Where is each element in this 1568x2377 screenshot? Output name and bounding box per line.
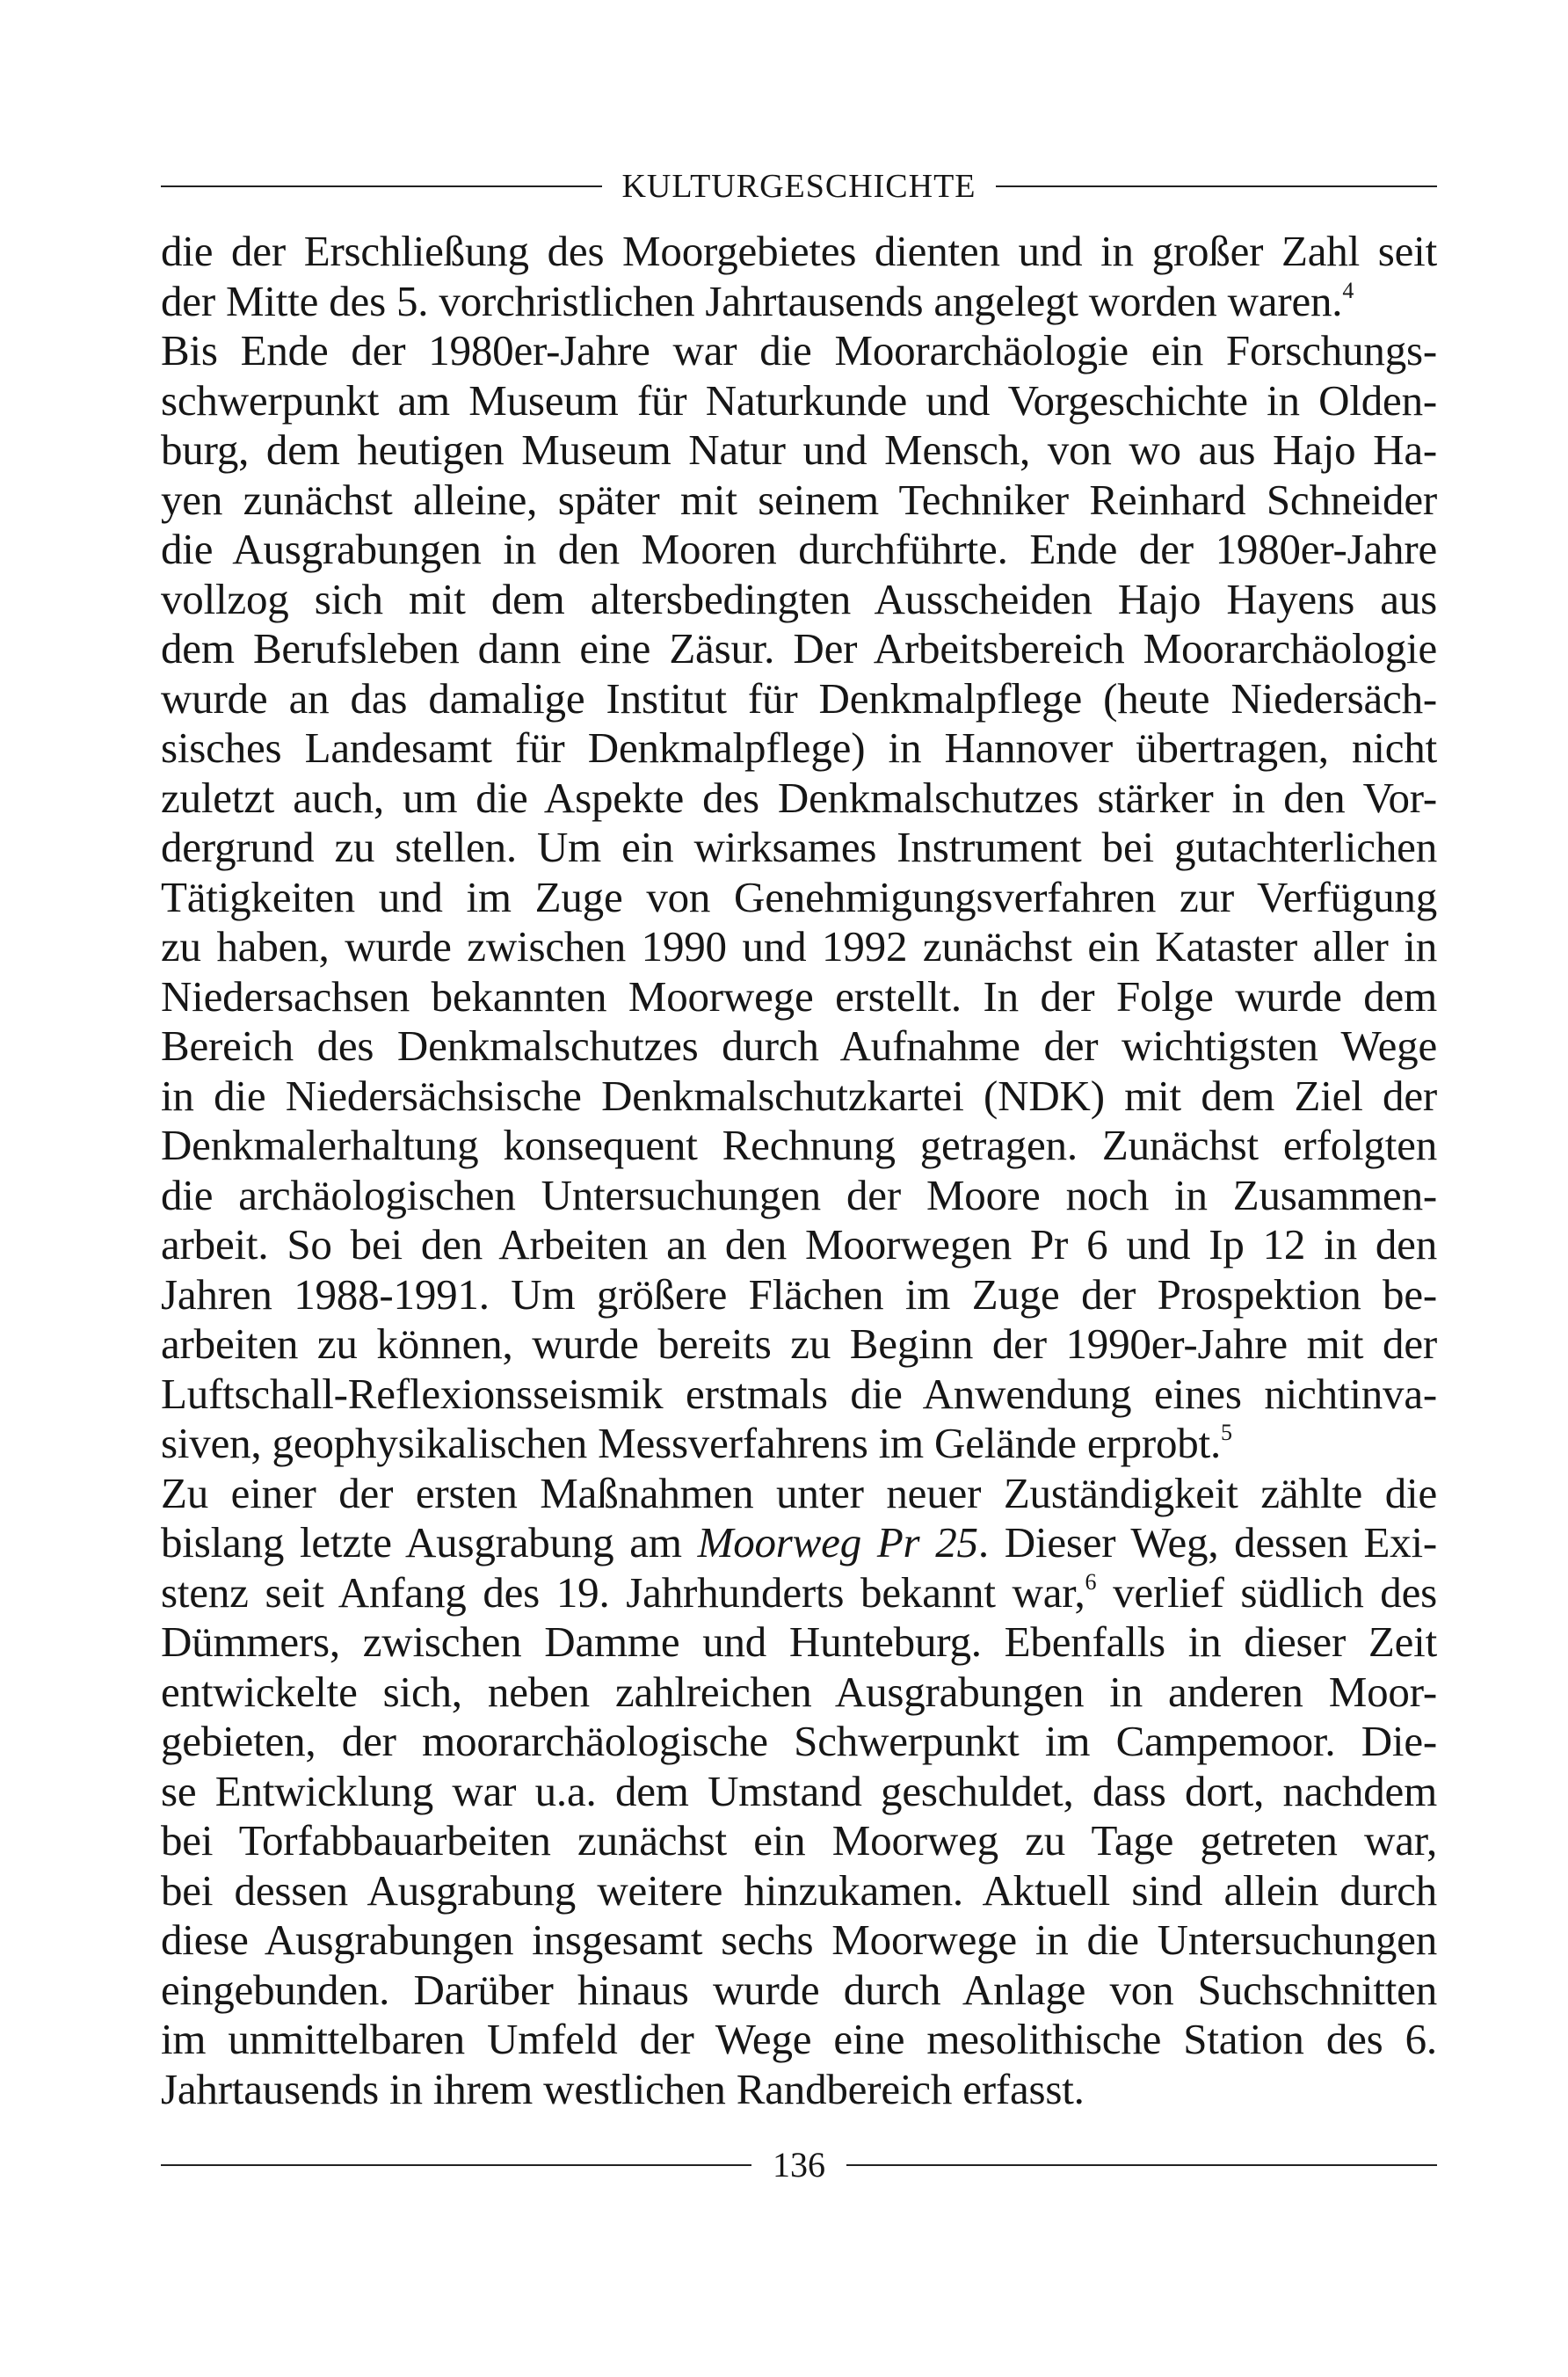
text-line bbox=[161, 674, 1437, 724]
text-line bbox=[161, 1568, 1437, 1618]
line-text: Zu einer der ersten Maßnahmen unter neuer Zuständigkeit zählte die bbox=[161, 1468, 1437, 1517]
line-text: eingebunden. Darüber hinaus wurde durch Anlage von Suchschnitten bbox=[161, 1965, 1437, 2014]
footnote-marker[interactable]: 5 bbox=[1221, 1420, 1232, 1445]
text-line bbox=[161, 1668, 1437, 1718]
text-line bbox=[161, 1370, 1437, 1420]
line-text: diese Ausgrabungen insgesamt sechs Moorwege in die Untersuchungen bbox=[161, 1915, 1437, 1964]
line-text: Bis Ende der 1980er-Jahre war die Moorarchäologie ein Forschungs- bbox=[161, 326, 1437, 374]
body-text bbox=[161, 227, 1437, 2114]
line-text: Dümmers, zwischen Damme und Hunteburg. Ebenfalls in dieser Zeit bbox=[161, 1617, 1437, 1666]
running-head-rule-left bbox=[161, 185, 602, 187]
line-text: siven, geophysikalischen Messverfahrens im Gelände erprobt. bbox=[161, 1419, 1222, 1467]
text-line bbox=[161, 1816, 1437, 1866]
text-line bbox=[161, 774, 1437, 824]
line-text: die Ausgrabungen in den Mooren durchführte. Ende der 1980er-Jahre bbox=[161, 525, 1437, 573]
line-text: burg, dem heutigen Museum Natur und Mensch, von wo aus Hajo Ha- bbox=[161, 425, 1437, 474]
text-line bbox=[161, 1220, 1437, 1270]
paragraph bbox=[161, 1469, 1437, 2115]
text-line bbox=[161, 1966, 1437, 2016]
line-text: schwerpunkt am Museum für Naturkunde und Vorgeschichte in Olden- bbox=[161, 375, 1437, 425]
line-text: bei dessen Ausgrabung weitere hinzukamen. Aktuell sind allein durch bbox=[161, 1865, 1437, 1915]
footnote-marker[interactable]: 4 bbox=[1342, 277, 1354, 303]
running-head bbox=[161, 164, 1437, 208]
line-text: stenz seit Anfang des 19. Jahrhunderts bekannt war, bbox=[161, 1567, 1085, 1617]
line-text: Bereich des Denkmalschutzes durch Aufnahme der wichtigsten Wege bbox=[161, 1021, 1437, 1070]
text-line bbox=[161, 2015, 1437, 2065]
line-text: der Mitte des 5. vorchristlichen Jahrtausends angelegt worden waren. bbox=[161, 276, 1343, 325]
text-line bbox=[161, 1518, 1437, 1568]
text-line bbox=[161, 277, 1437, 327]
running-head-rule-right bbox=[996, 185, 1437, 187]
text-line bbox=[161, 1617, 1437, 1668]
text-line bbox=[161, 1469, 1437, 1519]
line-text: arbeiten zu können, wurde bereits zu Beginn der 1990er-Jahre mit der bbox=[161, 1319, 1437, 1368]
text-line bbox=[161, 1021, 1437, 1072]
text-line bbox=[161, 922, 1437, 972]
paragraph bbox=[161, 227, 1437, 326]
text-line bbox=[161, 525, 1437, 575]
line-text: im unmittelbaren Umfeld der Wege eine mesolithische Station des 6. bbox=[161, 2015, 1437, 2063]
line-text: in die Niedersächsische Denkmalschutzkartei (NDK) mit dem Ziel der bbox=[161, 1071, 1437, 1120]
line-text: wurde an das damalige Institut für Denkmalpflege (heute Niedersäch- bbox=[161, 673, 1437, 723]
text-line bbox=[161, 972, 1437, 1022]
text-line bbox=[161, 873, 1437, 923]
text-line bbox=[161, 1270, 1437, 1320]
folio-rule-right bbox=[846, 2164, 1437, 2166]
text-line bbox=[161, 1717, 1437, 1767]
line-text: . Dieser Weg, dessen Exi- bbox=[977, 1518, 1438, 1566]
line-text: yen zunächst alleine, später mit seinem Techniker Reinhard Schneider bbox=[161, 475, 1437, 524]
text-line bbox=[161, 823, 1437, 873]
line-text: dem Berufsleben dann eine Zäsur. Der Arbeitsbereich Moorarchäologie bbox=[161, 624, 1437, 672]
text-line bbox=[161, 227, 1437, 277]
line-text: dergrund zu stellen. Um ein wirksames Instrument bei gutachterlichen bbox=[161, 823, 1437, 871]
line-text: se Entwicklung war u.a. dem Umstand geschuldet, dass dort, nachdem bbox=[161, 1766, 1437, 1815]
running-head-title: KULTURGESCHICHTE bbox=[621, 168, 976, 205]
line-text: zuletzt auch, um die Aspekte des Denkmalschutzes stärker in den Vor- bbox=[161, 773, 1437, 822]
line-text: zu haben, wurde zwischen 1990 und 1992 zunächst ein Kataster aller in bbox=[161, 922, 1437, 970]
line-text: vollzog sich mit dem altersbedingten Ausscheiden Hajo Hayens aus bbox=[161, 574, 1437, 623]
text-line bbox=[161, 1419, 1437, 1469]
line-text: die der Erschließung des Moorgebietes dienten und in großer Zahl seit bbox=[161, 227, 1437, 275]
text-line bbox=[161, 1072, 1437, 1122]
line-text: arbeit. So bei den Arbeiten an den Moorwegen Pr 6 und Ip 12 in den bbox=[161, 1220, 1437, 1268]
text-line bbox=[161, 723, 1437, 774]
line-text: Luftschall-Reflexionsseismik erstmals die Anwendung eines nichtinva- bbox=[161, 1369, 1437, 1418]
folio bbox=[161, 2143, 1437, 2187]
folio-rule-left bbox=[161, 2164, 751, 2166]
paragraph bbox=[161, 326, 1437, 1469]
italic-title: Moorweg Pr 25 bbox=[697, 1518, 978, 1566]
text-line bbox=[161, 1171, 1437, 1221]
line-text: entwickelte sich, neben zahlreichen Ausgrabungen in anderen Moor- bbox=[161, 1667, 1437, 1716]
text-line bbox=[161, 1319, 1437, 1370]
line-text: gebieten, der moorarchäologische Schwerpunkt im Campemoor. Die- bbox=[161, 1717, 1437, 1765]
text-line bbox=[161, 624, 1437, 674]
text-line bbox=[161, 476, 1437, 526]
text-line bbox=[161, 326, 1437, 376]
line-text: Tätigkeiten und im Zuge von Genehmigungsverfahren zur Verfügung bbox=[161, 872, 1437, 921]
line-text: bei Torfabbauarbeiten zunächst ein Moorweg zu Tage getreten war, bbox=[161, 1816, 1437, 1865]
text-line bbox=[161, 1121, 1437, 1171]
line-text: sisches Landesamt für Denkmalpflege) in Hannover übertragen, nicht bbox=[161, 723, 1437, 772]
text-line bbox=[161, 1866, 1437, 1916]
line-text: Jahren 1988-1991. Um größere Flächen im Zuge der Prospektion be- bbox=[161, 1269, 1437, 1319]
text-line bbox=[161, 376, 1437, 426]
text-line bbox=[161, 1767, 1437, 1817]
line-text: Jahrtausends in ihrem westlichen Randbereich erfasst. bbox=[161, 2064, 1085, 2113]
text-line bbox=[161, 575, 1437, 625]
text-line bbox=[161, 2065, 1437, 2115]
footnote-marker[interactable]: 6 bbox=[1085, 1568, 1097, 1595]
page-number: 136 bbox=[773, 2145, 825, 2184]
line-text: bislang letzte Ausgrabung am bbox=[161, 1518, 698, 1566]
line-text: Denkmalerhaltung konsequent Rechnung getragen. Zunächst erfolgten bbox=[161, 1121, 1437, 1169]
text-line bbox=[161, 1915, 1437, 1966]
text-line bbox=[161, 425, 1437, 476]
line-text: Niedersachsen bekannten Moorwege erstellt. In der Folge wurde dem bbox=[161, 971, 1437, 1021]
line-text: verlief südlich des bbox=[1096, 1567, 1437, 1617]
line-text: die archäologischen Untersuchungen der Moore noch in Zusammen- bbox=[161, 1170, 1437, 1219]
